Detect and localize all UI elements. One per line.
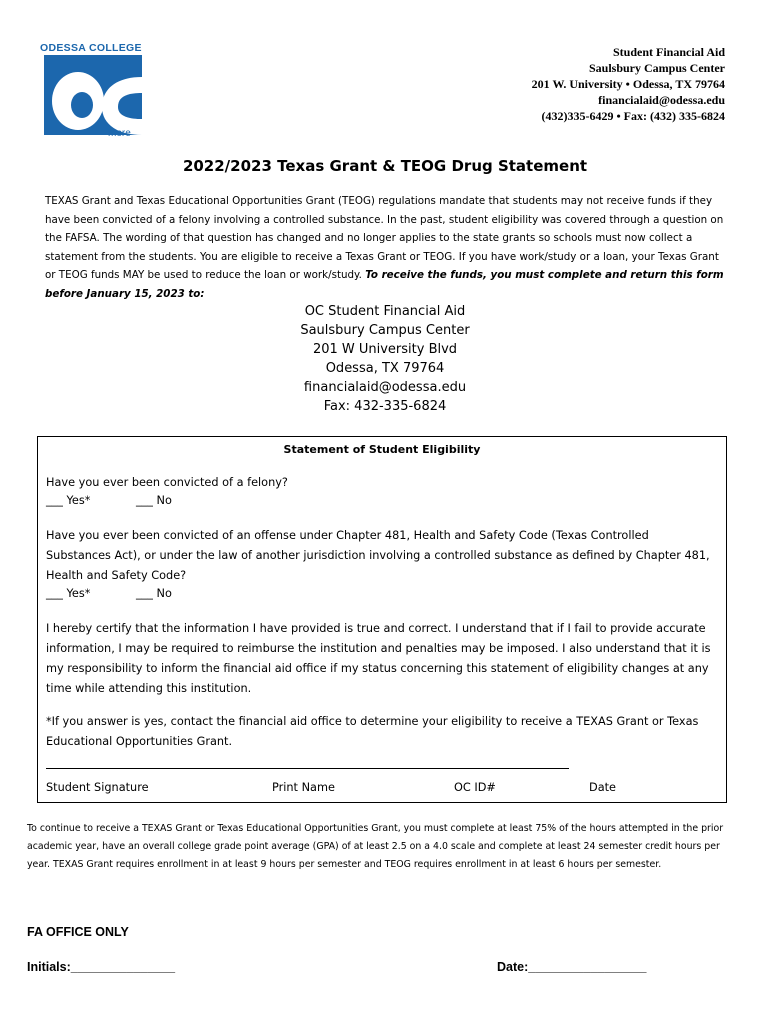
mailing-address [0, 302, 770, 416]
address-line: Saulsbury Campus Center [300, 323, 470, 338]
controlled-substance-answers [46, 587, 172, 600]
logo-name: ODESSA COLLEGE [40, 42, 142, 54]
substance-yes-option[interactable]: ___ Yes* [46, 587, 91, 600]
address-line: Fax: 432-335-6824 [323, 399, 447, 414]
date-label: Date [589, 781, 617, 794]
office-use-heading: FA OFFICE ONLY [27, 925, 129, 939]
student-signature-label: Student Signature [46, 781, 149, 794]
contact-line: (432)335-6429 • Fax: (432) 335-6824 [541, 109, 725, 123]
felony-answers [46, 494, 172, 507]
intro-paragraph [45, 192, 725, 303]
controlled-substance-question: Have you ever been convicted of an offense under Chapter 481, Health and Safety Code (Texas Controlled Substances Act), or under the law of another jurisdiction involving a controlled substance as defined by Chapter 481, Health and Safety Code? [46, 529, 710, 582]
contact-line: Saulsbury Campus Center [588, 61, 725, 75]
contact-block [532, 44, 725, 124]
document-title: 2022/2023 Texas Grant & TEOG Drug Statement [182, 157, 588, 175]
oc-logo-icon [44, 55, 142, 135]
address-line: OC Student Financial Aid [304, 304, 466, 319]
certification-text: I hereby certify that the information I have provided is true and correct. I understand that if I fail to provide accurate information, I may be required to reimburse the institution and penalties may be imposed. I also understand that it is my responsibility to inform the financial aid office if my status concerning this statement of eligibility changes at any time while attending this institution. [46, 622, 711, 695]
yes-answer-note: *If you answer is yes, contact the financial aid office to determine your eligibility to receive a TEXAS Grant or Texas Educational Opportunities Grant. [46, 715, 699, 748]
signature-line[interactable] [46, 768, 569, 769]
oc-id-label: OC ID# [454, 781, 496, 794]
intro-deadline: To receive the funds, you must complete and return this form before January 15, 2023 to: [45, 269, 724, 300]
office-date-field[interactable]: Date:_________________ [497, 960, 647, 974]
eligibility-heading: Statement of Student Eligibility [283, 443, 481, 456]
contact-line: 201 W. University • Odessa, TX 79764 [531, 77, 725, 91]
felony-question: Have you ever been convicted of a felony? [46, 476, 288, 489]
logo-tagline: more [108, 128, 131, 139]
initials-field[interactable]: Initials:_______________ [27, 960, 176, 974]
felony-yes-option[interactable]: ___ Yes* [46, 494, 91, 507]
contact-line: financialaid@odessa.edu [598, 93, 725, 107]
felony-no-option[interactable]: ___ No [136, 494, 172, 507]
substance-no-option[interactable]: ___ No [136, 587, 172, 600]
eligibility-statement-box [37, 436, 727, 803]
contact-line: Student Financial Aid [612, 45, 725, 59]
eligibility-requirements-note: To continue to receive a TEXAS Grant or Texas Educational Opportunities Grant, you must complete at least 75% of the hours attempted in the prior academic year, have an overall college grade point average (GPA) of at least 2.5 on a 4.0 scale and complete at least 24 semester credit hours per year. TEXAS Grant requires enrollment in at least 9 hours per semester and TEOG requires enrollment in at least 6 hours per semester. [27, 823, 724, 870]
address-line: Odessa, TX 79764 [325, 361, 445, 376]
print-name-label: Print Name [272, 781, 335, 794]
college-logo [40, 42, 146, 144]
address-line: 201 W University Blvd [312, 342, 458, 357]
intro-text: TEXAS Grant and Texas Educational Opportunities Grant (TEOG) regulations mandate that students may not receive funds if they have been convicted of a felony involving a controlled substance. In the past, student eligibility was covered through a question on the FAFSA. The wording of that question has changed and no longer applies to the state grants so schools must now collect a statement from the students. You are eligible to receive a Texas Grant or TEOG. If you have work/study or a loan, your Texas Grant or TEOG funds MAY be used to reduce the loan or work/study. [45, 195, 724, 281]
address-line: financialaid@odessa.edu [303, 380, 467, 395]
